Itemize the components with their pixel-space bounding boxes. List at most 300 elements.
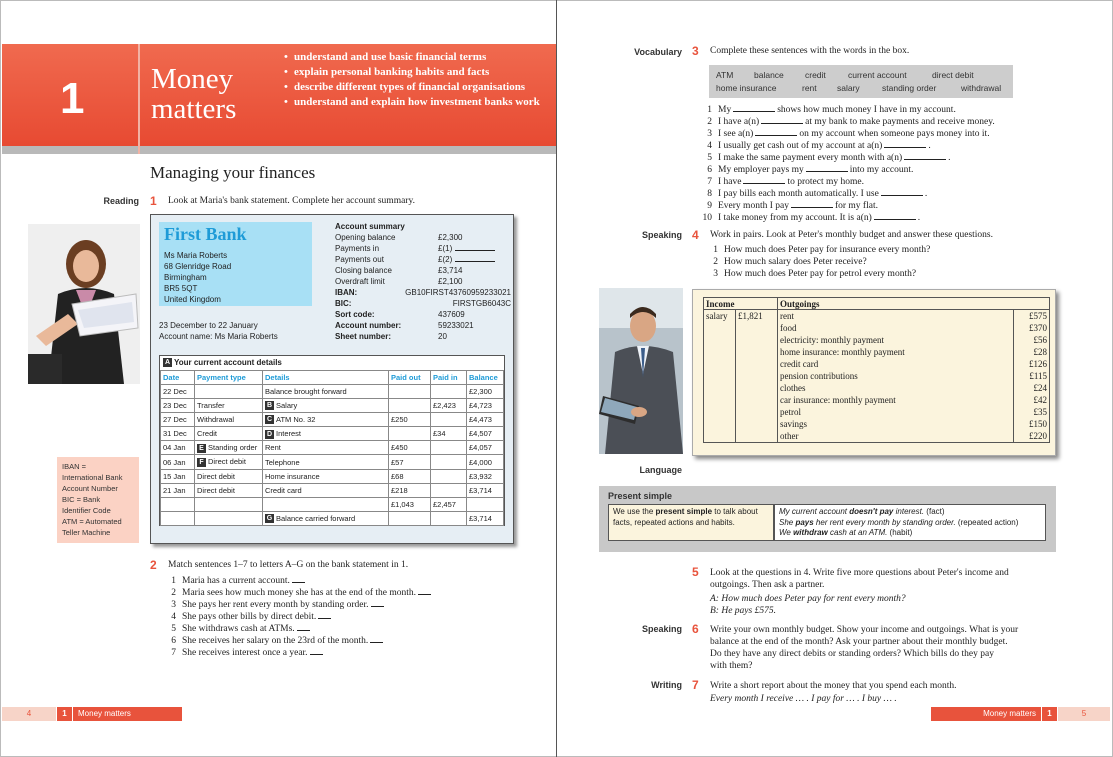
writing-label: Writing — [651, 680, 682, 690]
account-number-value: 59233021 — [438, 321, 474, 330]
list-item — [702, 128, 1052, 140]
transaction-cell-type — [195, 413, 263, 427]
income-label-cell — [704, 430, 736, 443]
answer-blank — [418, 587, 431, 595]
list-item — [166, 623, 496, 635]
transaction-cell-date — [161, 427, 195, 441]
outgoing-amount: £56 — [1014, 334, 1050, 346]
item-number: 2 — [707, 117, 712, 127]
transaction-cell-details — [263, 385, 389, 399]
outgoing-item: home insurance: monthly payment — [778, 346, 1014, 358]
item-number: 9 — [707, 201, 712, 211]
exercise-6-number: 6 — [692, 622, 699, 636]
transaction-cell-in — [431, 413, 467, 427]
cell-text: £4,057 — [469, 443, 492, 453]
summary-value: £3,714 — [438, 266, 463, 275]
exercise-4-number: 4 — [692, 228, 699, 242]
answer-blank — [371, 599, 384, 607]
column-header: Payment type — [195, 371, 263, 385]
address-line: Ms Maria Roberts — [164, 251, 228, 260]
glossary-line: IBAN = — [62, 462, 86, 471]
cell-text: Standing order — [208, 443, 258, 453]
cell-text: Balance brought forward — [265, 387, 347, 397]
outgoing-item: credit card — [778, 358, 1014, 370]
exercise-2-instruction: Match sentences 1–7 to letters A–G on the bank statement in 1. — [168, 560, 409, 570]
cell-text: Telephone — [265, 457, 300, 467]
item-text: How much salary does Peter receive? — [724, 257, 867, 267]
outgoing-item: food — [778, 322, 1014, 334]
outgoing-amount: £24 — [1014, 382, 1050, 394]
income-value-cell — [736, 418, 778, 430]
transaction-cell-out — [389, 497, 431, 511]
transaction-cell-date — [161, 413, 195, 427]
list-item — [166, 635, 496, 647]
transaction-cell-out — [389, 385, 431, 399]
cell-text: £3,932 — [469, 471, 492, 481]
exercise-6-instruction — [710, 624, 1018, 672]
income-value-cell: £1,821 — [736, 310, 778, 323]
budget-row — [704, 394, 1050, 406]
transaction-cell-details — [263, 441, 389, 455]
list-item — [166, 575, 496, 587]
answer-blank — [806, 164, 848, 172]
summary-value: £(1) — [438, 244, 453, 253]
list-item — [702, 188, 1052, 200]
cell-text: £34 — [433, 429, 446, 439]
transaction-cell-in — [431, 511, 467, 525]
woman-photo-illustration — [28, 224, 140, 384]
summary-value: £2,300 — [438, 233, 463, 242]
exercise-2-number: 2 — [150, 558, 157, 572]
account-details-title — [163, 358, 282, 367]
statement-dates: 23 December to 22 January — [159, 321, 258, 330]
instruction-line: outgoings. Then ask a partner. — [710, 580, 825, 590]
cell-text: Credit card — [265, 485, 302, 495]
grammar-rule-text: to talk about facts, repeated actions and habits. — [613, 507, 758, 527]
cell-text: £68 — [391, 471, 404, 481]
man-with-tablet-photo — [599, 288, 683, 454]
transaction-cell-date — [161, 455, 195, 469]
item-text: Every month I pay — [718, 201, 789, 211]
exercise-4-list — [708, 244, 1038, 280]
transaction-cell-in — [431, 455, 467, 469]
instruction-line: Write a short report about the money that you spend each month. — [710, 681, 957, 691]
income-value-cell — [736, 370, 778, 382]
cell-text: £4,473 — [469, 415, 492, 425]
item-number: 3 — [171, 600, 176, 610]
transaction-row — [161, 469, 504, 483]
outgoing-item: rent — [778, 310, 1014, 323]
summary-value: £2,100 — [438, 277, 463, 286]
bic-value: FIRSTGB6043C — [452, 299, 511, 308]
example-note: (habit) — [887, 528, 913, 537]
objective-item: • understand and use basic financial terms — [284, 50, 554, 65]
outgoing-amount: £42 — [1014, 394, 1050, 406]
transaction-cell-balance — [467, 385, 504, 399]
item-text: . — [924, 189, 928, 199]
word-box-item: standing order — [882, 83, 937, 93]
chapter-number: 1 — [60, 74, 85, 123]
list-item — [702, 104, 1052, 116]
answer-blank — [455, 244, 495, 251]
cell-text: Balance carried forward — [276, 513, 356, 523]
summary-label: Opening balance — [335, 233, 396, 242]
transaction-cell-out — [389, 427, 431, 441]
sort-code-label: Sort code: — [335, 310, 375, 319]
woman-reading-statement-photo — [28, 224, 140, 384]
item-number: 4 — [707, 141, 712, 151]
example-line: B: He pays £575. — [710, 606, 776, 616]
cell-text: Interest — [276, 429, 302, 439]
exercise-1-number: 1 — [150, 194, 157, 208]
example-line: Every month I receive … . I pay for … . I buy … . — [710, 694, 897, 704]
transaction-cell-balance — [467, 469, 504, 483]
transaction-cell-out — [389, 455, 431, 469]
list-item — [708, 268, 1038, 280]
transaction-cell-type — [195, 511, 263, 525]
word-box-item: balance — [754, 70, 784, 80]
answer-blank — [310, 647, 323, 655]
income-value-cell — [736, 394, 778, 406]
answer-blank — [884, 140, 926, 148]
transaction-cell-out — [389, 441, 431, 455]
list-item — [702, 200, 1052, 212]
transaction-cell-date — [161, 399, 195, 413]
item-number: 1 — [707, 105, 712, 115]
budget-row — [704, 310, 1050, 323]
item-text: She pays her rent every month by standing order. — [182, 600, 369, 610]
outgoing-item: savings — [778, 418, 1014, 430]
list-item — [708, 256, 1038, 268]
transaction-row — [161, 399, 504, 413]
transaction-cell-balance — [467, 441, 504, 455]
income-value-cell — [736, 334, 778, 346]
transaction-row — [161, 511, 504, 525]
list-item — [702, 212, 1052, 224]
cell-text: Home insurance — [265, 471, 320, 481]
footer-chapter-bar-left — [57, 707, 182, 721]
list-item — [166, 647, 496, 659]
grammar-example — [779, 518, 1041, 529]
item-text: . — [928, 141, 931, 151]
summary-label: Closing balance — [335, 266, 392, 275]
list-item — [166, 587, 496, 599]
outgoing-amount: £28 — [1014, 346, 1050, 358]
transaction-cell-type — [195, 427, 263, 441]
cell-text: 23 Dec — [163, 401, 187, 411]
page-number-left: 4 — [2, 707, 56, 721]
transaction-cell-details — [263, 413, 389, 427]
account-summary-title: Account summary — [335, 222, 405, 231]
column-header: Paid out — [389, 371, 431, 385]
banner-strip — [2, 146, 556, 154]
reading-label: Reading — [103, 196, 139, 206]
budget-row — [704, 334, 1050, 346]
item-text: My — [718, 105, 732, 115]
item-text: She withdraws cash at ATMs. — [182, 624, 295, 634]
example-text: She — [779, 517, 796, 527]
list-item — [702, 176, 1052, 188]
income-value-cell — [736, 322, 778, 334]
budget-row — [704, 382, 1050, 394]
cell-text: Withdrawal — [197, 415, 235, 425]
marker-letter: E — [197, 444, 206, 453]
transaction-cell-details — [263, 511, 389, 525]
item-number: 5 — [171, 624, 176, 634]
budget-row — [704, 406, 1050, 418]
item-text: I make the same payment every month with a(n) — [718, 153, 903, 163]
answer-blank — [297, 623, 310, 631]
marker-letter: D — [266, 430, 273, 438]
income-label-cell — [704, 322, 736, 334]
exercise-3-list — [702, 104, 1052, 224]
income-label-cell — [704, 382, 736, 394]
chapter-title-line2: matters — [151, 93, 237, 125]
cell-text: Credit — [197, 429, 218, 439]
account-summary — [335, 221, 513, 342]
item-text: on my account when someone pays money into it. — [799, 129, 990, 139]
instruction-line: balance at the end of the month? Ask your partner about their monthly budget. — [710, 637, 1008, 647]
marker-letter: F — [197, 458, 206, 467]
item-number: 10 — [702, 213, 712, 223]
column-header: Date — [161, 371, 195, 385]
column-header: Paid in — [431, 371, 467, 385]
item-text: shows how much money I have in my account. — [777, 105, 956, 115]
summary-label: Overdraft limit — [335, 277, 385, 286]
exercise-7-instruction — [710, 680, 957, 706]
outgoings-header: Outgoings — [778, 298, 1050, 310]
transaction-cell-balance — [467, 483, 504, 497]
answer-blank — [881, 188, 923, 196]
address-line: United Kingdom — [164, 295, 221, 304]
item-text: I pay bills each month automatically. I use — [718, 189, 879, 199]
transaction-cell-details — [263, 399, 389, 413]
income-label-cell — [704, 370, 736, 382]
cell-text: £1,043 — [391, 499, 414, 509]
cell-text: £2,423 — [433, 401, 456, 411]
account-details-title-text: Your current account details — [174, 358, 282, 367]
address-line: 68 Glenridge Road — [164, 262, 232, 271]
cell-text: Rent — [265, 443, 281, 453]
item-text: I take money from my account. It is a(n) — [718, 213, 872, 223]
footer-chapter-title: Money matters — [983, 709, 1036, 718]
outgoing-item: pension contributions — [778, 370, 1014, 382]
page-gutter — [556, 0, 557, 757]
transaction-cell-balance — [467, 413, 504, 427]
cell-text: 31 Dec — [163, 429, 187, 439]
transaction-cell-in — [431, 469, 467, 483]
vocabulary-label: Vocabulary — [634, 47, 682, 57]
cell-text: £3,714 — [469, 513, 492, 523]
chapter-title-line1: Money — [151, 63, 234, 95]
transaction-cell-in — [431, 441, 467, 455]
grammar-example — [779, 528, 1041, 539]
list-item — [702, 140, 1052, 152]
budget-row — [704, 430, 1050, 443]
example-text: interest. — [893, 507, 925, 516]
cell-text: £218 — [391, 485, 408, 495]
instruction-line: Look at the questions in 4. Write five more questions about Peter's income and — [710, 568, 1009, 578]
section-title: Managing your finances — [150, 163, 316, 182]
item-text: My employer pays my — [718, 165, 804, 175]
item-text: She receives interest once a year. — [182, 648, 308, 658]
answer-blank — [755, 128, 797, 136]
item-number: 1 — [171, 576, 176, 586]
item-text: How much does Peter pay for petrol every month? — [724, 269, 917, 279]
budget-row — [704, 418, 1050, 430]
income-value-cell — [736, 406, 778, 418]
transaction-row — [161, 483, 504, 497]
income-value-cell — [736, 358, 778, 370]
chapter-title — [151, 64, 281, 124]
instruction-line: with them? — [710, 661, 753, 671]
transaction-cell-in — [431, 399, 467, 413]
statement-account-name: Account name: Ms Maria Roberts — [159, 332, 278, 341]
iban-value: GB10FIRST43760959233021 — [405, 288, 511, 297]
word-box-item: withdrawal — [961, 83, 1002, 93]
cell-text: 22 Dec — [163, 387, 187, 397]
outgoing-amount: £370 — [1014, 322, 1050, 334]
budget-table — [703, 297, 1050, 443]
transaction-cell-out — [389, 483, 431, 497]
item-text: Maria has a current account. — [182, 576, 290, 586]
cell-text: 04 Jan — [163, 443, 186, 453]
objective-item: • describe different types of financial organisations — [284, 80, 554, 95]
grammar-rule — [608, 504, 774, 541]
list-item — [166, 599, 496, 611]
address-line: Birmingham — [164, 273, 207, 282]
summary-label: Payments in — [335, 244, 380, 253]
exercise-3-instruction: Complete these sentences with the words in the box. — [710, 46, 910, 56]
cell-text: £2,457 — [433, 499, 456, 509]
glossary-line: BIC = Bank — [62, 495, 101, 504]
transaction-cell-in — [431, 483, 467, 497]
outgoing-item: clothes — [778, 382, 1014, 394]
answer-blank — [292, 575, 305, 583]
grammar-rule-text: We use the — [613, 507, 656, 516]
list-item — [708, 244, 1038, 256]
transaction-cell-out — [389, 413, 431, 427]
item-number: 6 — [171, 636, 176, 646]
transaction-cell-date — [161, 483, 195, 497]
item-text: I have a(n) — [718, 117, 760, 127]
answer-blank — [370, 635, 383, 643]
outgoing-item: electricity: monthly payment — [778, 334, 1014, 346]
answer-blank — [733, 104, 775, 112]
exercise-5-number: 5 — [692, 565, 699, 579]
transaction-cell-details — [263, 483, 389, 497]
customer-address — [164, 250, 231, 305]
account-number-label: Account number: — [335, 321, 402, 330]
cell-text: £4,723 — [469, 401, 492, 411]
budget-header-row — [704, 298, 1050, 310]
example-text: We — [779, 528, 794, 537]
footer-chapter-title: Money matters — [78, 709, 131, 718]
banner-divider — [138, 44, 140, 154]
item-text: She pays other bills by direct debit. — [182, 612, 317, 622]
word-box-item: rent — [802, 83, 817, 93]
transaction-cell-date — [161, 385, 195, 399]
marker-letter: A — [164, 359, 171, 367]
transaction-cell-balance — [467, 455, 504, 469]
item-number: 1 — [713, 245, 718, 255]
item-number: 5 — [707, 153, 712, 163]
transaction-cell-balance — [467, 399, 504, 413]
answer-blank — [318, 611, 331, 619]
grammar-examples — [774, 504, 1046, 541]
example-text: her rent every month by standing order. — [813, 517, 956, 527]
item-number: 3 — [707, 129, 712, 139]
budget-row — [704, 370, 1050, 382]
cell-text: 27 Dec — [163, 415, 187, 425]
outgoing-amount: £220 — [1014, 430, 1050, 443]
income-label-cell — [704, 358, 736, 370]
transaction-cell-type — [195, 441, 263, 455]
transaction-cell-details — [263, 469, 389, 483]
marker-letter: B — [266, 402, 273, 410]
income-label-cell — [704, 334, 736, 346]
transaction-cell-details — [263, 497, 389, 511]
word-box-item: current account — [848, 70, 907, 80]
answer-blank — [761, 116, 803, 124]
grammar-title: Present simple — [608, 491, 673, 501]
item-text: to protect my home. — [787, 177, 864, 187]
sheet-number-value: 20 — [438, 332, 447, 341]
speaking-label: Speaking — [641, 230, 682, 240]
item-number: 3 — [713, 269, 718, 279]
instruction-line: Do they have any direct debits or standing orders? Which bills do they pay — [710, 649, 994, 659]
transaction-row — [161, 385, 504, 399]
footer-chapter-number: 1 — [57, 707, 73, 721]
outgoing-amount: £150 — [1014, 418, 1050, 430]
outgoing-item: other — [778, 430, 1014, 443]
example-keyword: pays — [795, 517, 814, 527]
example-note: (repeated action) — [955, 517, 1019, 527]
exercise-5-instruction — [710, 567, 1009, 617]
outgoing-amount: £575 — [1014, 310, 1050, 323]
cell-text: Direct debit — [208, 457, 246, 467]
transactions-table — [160, 370, 504, 526]
transaction-cell-balance — [467, 511, 504, 525]
cell-text: £450 — [391, 443, 408, 453]
item-text: She receives her salary on the 23rd of the month. — [182, 636, 369, 646]
glossary-line: Account Number — [62, 484, 118, 493]
glossary-line: Teller Machine — [62, 528, 111, 537]
cell-text: 15 Jan — [163, 471, 186, 481]
cell-text: 21 Jan — [163, 485, 186, 495]
example-line: A: How much does Peter pay for rent every month? — [710, 594, 906, 604]
exercise-4-instruction: Work in pairs. Look at Peter's monthly budget and answer these questions. — [710, 230, 993, 240]
iban-label: IBAN: — [335, 288, 358, 297]
summary-label: Payments out — [335, 255, 384, 264]
item-number: 7 — [707, 177, 712, 187]
transaction-cell-date — [161, 497, 195, 511]
transactions-header-row — [161, 371, 504, 385]
transaction-row — [161, 413, 504, 427]
item-text: How much does Peter pay for insurance every month? — [724, 245, 931, 255]
outgoing-item: petrol — [778, 406, 1014, 418]
answer-blank — [791, 200, 833, 208]
transaction-cell-type — [195, 455, 263, 469]
answer-blank — [904, 152, 946, 160]
footer-chapter-bar-right — [931, 707, 1057, 721]
glossary-line: International Bank — [62, 473, 123, 482]
list-item — [702, 152, 1052, 164]
income-value-cell — [736, 382, 778, 394]
exercise-2-list — [166, 575, 496, 659]
list-item — [702, 116, 1052, 128]
current-account-details — [159, 355, 505, 526]
